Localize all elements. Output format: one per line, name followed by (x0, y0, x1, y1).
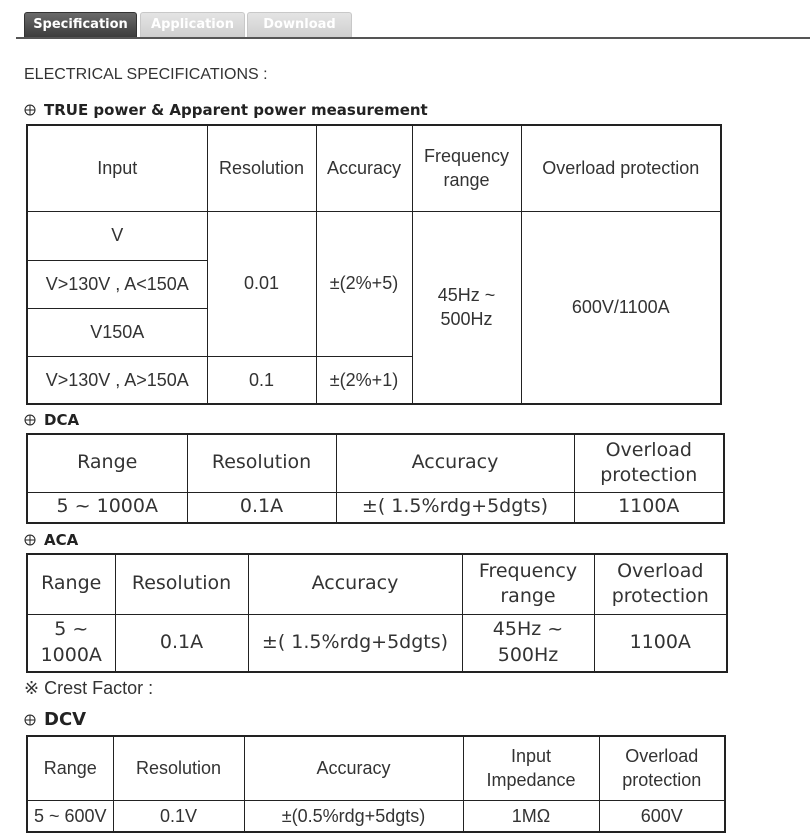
header-cell: Range (27, 736, 113, 800)
range-cell: 5 ~ 1000A (27, 614, 115, 672)
section-title-text: TRUE power & Apparent power measurement (44, 101, 428, 119)
header-cell: Frequency range (412, 125, 521, 211)
header-cell: Accuracy (316, 125, 412, 211)
section-title-aca (24, 531, 78, 549)
header-cell: Overload protection (521, 125, 721, 211)
section-title-dcv (24, 709, 86, 730)
tab-application[interactable]: Application (140, 12, 245, 37)
section-title-text: DCA (44, 411, 80, 429)
table-row (27, 800, 725, 832)
header-cell: Overload protection (594, 554, 727, 614)
header-cell: Accuracy (248, 554, 462, 614)
frequency-cell: 45Hz ~ 500Hz (412, 211, 521, 404)
table-header-row (27, 554, 727, 614)
accuracy-cell: ±( 1.5%rdg+5dgts) (336, 492, 574, 523)
circle-plus-icon (24, 534, 36, 546)
table-row (27, 211, 721, 260)
overload-cell: 600V/1100A (521, 211, 721, 404)
header-cell: Range (27, 554, 115, 614)
input-cell: V150A (27, 308, 207, 356)
overload-cell: 1100A (594, 614, 727, 672)
tab-download[interactable]: Download (247, 12, 352, 37)
table-row (27, 614, 727, 672)
resolution-cell: 0.1A (115, 614, 248, 672)
page-heading: ELECTRICAL SPECIFICATIONS : (24, 66, 268, 83)
header-cell: Frequency range (462, 554, 594, 614)
tab-specification[interactable]: Specification (24, 12, 137, 37)
dcv-spec-table (26, 735, 726, 833)
frequency-cell: 45Hz ~ 500Hz (462, 614, 594, 672)
circle-plus-icon (24, 104, 36, 116)
header-cell: Accuracy (336, 434, 574, 492)
section-title-power (24, 101, 428, 119)
input-cell: V (27, 211, 207, 260)
header-cell: Resolution (113, 736, 244, 800)
circle-plus-icon (24, 414, 36, 426)
accuracy-cell: ±(2%+5) (316, 211, 412, 356)
table-header-row (27, 736, 725, 800)
circle-plus-icon (24, 714, 36, 726)
table-header-row (27, 434, 724, 492)
header-cell: Input (27, 125, 207, 211)
header-cell: Overload protection (574, 434, 724, 492)
header-cell: Range (27, 434, 187, 492)
overload-cell: 600V (599, 800, 725, 832)
header-cell: Resolution (115, 554, 248, 614)
table-row (27, 492, 724, 523)
section-title-text: DCV (44, 709, 87, 730)
overload-cell: 1100A (574, 492, 724, 523)
table-header-row (27, 125, 721, 211)
section-title-text: ACA (44, 531, 79, 549)
resolution-cell: 0.01 (207, 211, 316, 356)
dca-spec-table (26, 433, 725, 524)
range-cell: 5 ~ 600V (27, 800, 113, 832)
section-title-dca (24, 411, 79, 429)
header-cell: Overload protection (599, 736, 725, 800)
power-spec-table (26, 124, 722, 405)
accuracy-cell: ±(0.5%rdg+5dgts) (244, 800, 463, 832)
header-cell: Input Impedance (463, 736, 599, 800)
header-cell: Resolution (207, 125, 316, 211)
resolution-cell: 0.1A (187, 492, 336, 523)
input-cell: V>130V , A>150A (27, 356, 207, 404)
header-cell: Accuracy (244, 736, 463, 800)
aca-spec-table (26, 553, 728, 673)
impedance-cell: 1MΩ (463, 800, 599, 832)
accuracy-cell: ±(2%+1) (316, 356, 412, 404)
input-cell: V>130V , A<150A (27, 260, 207, 308)
accuracy-cell: ±( 1.5%rdg+5dgts) (248, 614, 462, 672)
header-cell: Resolution (187, 434, 336, 492)
resolution-cell: 0.1V (113, 800, 244, 832)
resolution-cell: 0.1 (207, 356, 316, 404)
tab-underline (16, 37, 810, 39)
range-cell: 5 ~ 1000A (27, 492, 187, 523)
crest-factor-note: ※ Crest Factor : (24, 678, 154, 698)
